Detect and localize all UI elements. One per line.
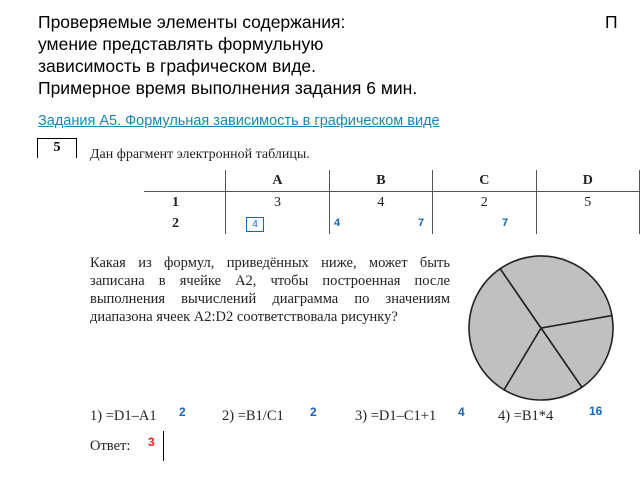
column-header: A xyxy=(226,170,329,192)
row-header: 2 xyxy=(144,213,226,234)
header-line-4: Примерное время выполнения задания 6 мин. xyxy=(38,78,418,98)
option-2-note: 2 xyxy=(310,405,317,419)
table-cell: 4 xyxy=(329,192,432,214)
column-header: D xyxy=(536,170,639,192)
cell-b2-annotation: 4 xyxy=(334,217,341,229)
spreadsheet-fragment xyxy=(144,170,640,234)
table-cell xyxy=(536,213,639,234)
table-cell: 2 xyxy=(433,192,536,214)
answer-value[interactable]: 3 xyxy=(148,435,155,449)
cell-a2-annotation: 4 xyxy=(246,217,264,232)
pie-chart xyxy=(466,253,616,403)
answer-label: Ответ: xyxy=(90,438,131,454)
question-text: Какая из формул, приведённых ниже, может быть записана в ячейке A2, чтобы построенная после выполнения вычислений диаграмма по значениям диапазона ячеек A2:D2 соответствовала рисунку? xyxy=(90,255,450,325)
header-line-3: зависимость в графическом виде. xyxy=(38,56,317,76)
option-2[interactable]: 2) =B1/C1 xyxy=(222,408,284,424)
table-cell xyxy=(226,213,329,234)
answer-cursor xyxy=(163,431,164,461)
column-header: C xyxy=(433,170,536,192)
row-header: 1 xyxy=(144,192,226,214)
cell-d2-annotation: 7 xyxy=(502,217,509,229)
task-number: 5 xyxy=(37,138,77,158)
task-intro: Дан фрагмент электронной таблицы. xyxy=(90,147,310,162)
table-header-row xyxy=(144,170,640,192)
header-corner-letter: П xyxy=(605,12,618,32)
option-4-note: 16 xyxy=(589,404,603,418)
cell-c2-annotation: 7 xyxy=(418,217,425,229)
table-cell xyxy=(433,213,536,234)
table-row xyxy=(144,213,640,234)
table-row xyxy=(144,192,640,214)
header-line-1: Проверяемые элементы содержания: xyxy=(38,12,346,32)
header-text xyxy=(38,11,608,99)
header-line-2: умение представлять формульную xyxy=(38,34,324,54)
option-4[interactable]: 4) =B1*4 xyxy=(498,408,554,424)
task-link[interactable]: Задания А5. Формульная зависимость в графическом виде xyxy=(38,113,440,129)
option-1[interactable]: 1) =D1–A1 xyxy=(90,408,157,424)
column-header: B xyxy=(329,170,432,192)
option-3-note: 4 xyxy=(458,405,465,419)
option-3[interactable]: 3) =D1–C1+1 xyxy=(355,408,437,424)
table-cell: 5 xyxy=(536,192,639,214)
option-1-note: 2 xyxy=(179,405,186,419)
table-cell: 3 xyxy=(226,192,329,214)
